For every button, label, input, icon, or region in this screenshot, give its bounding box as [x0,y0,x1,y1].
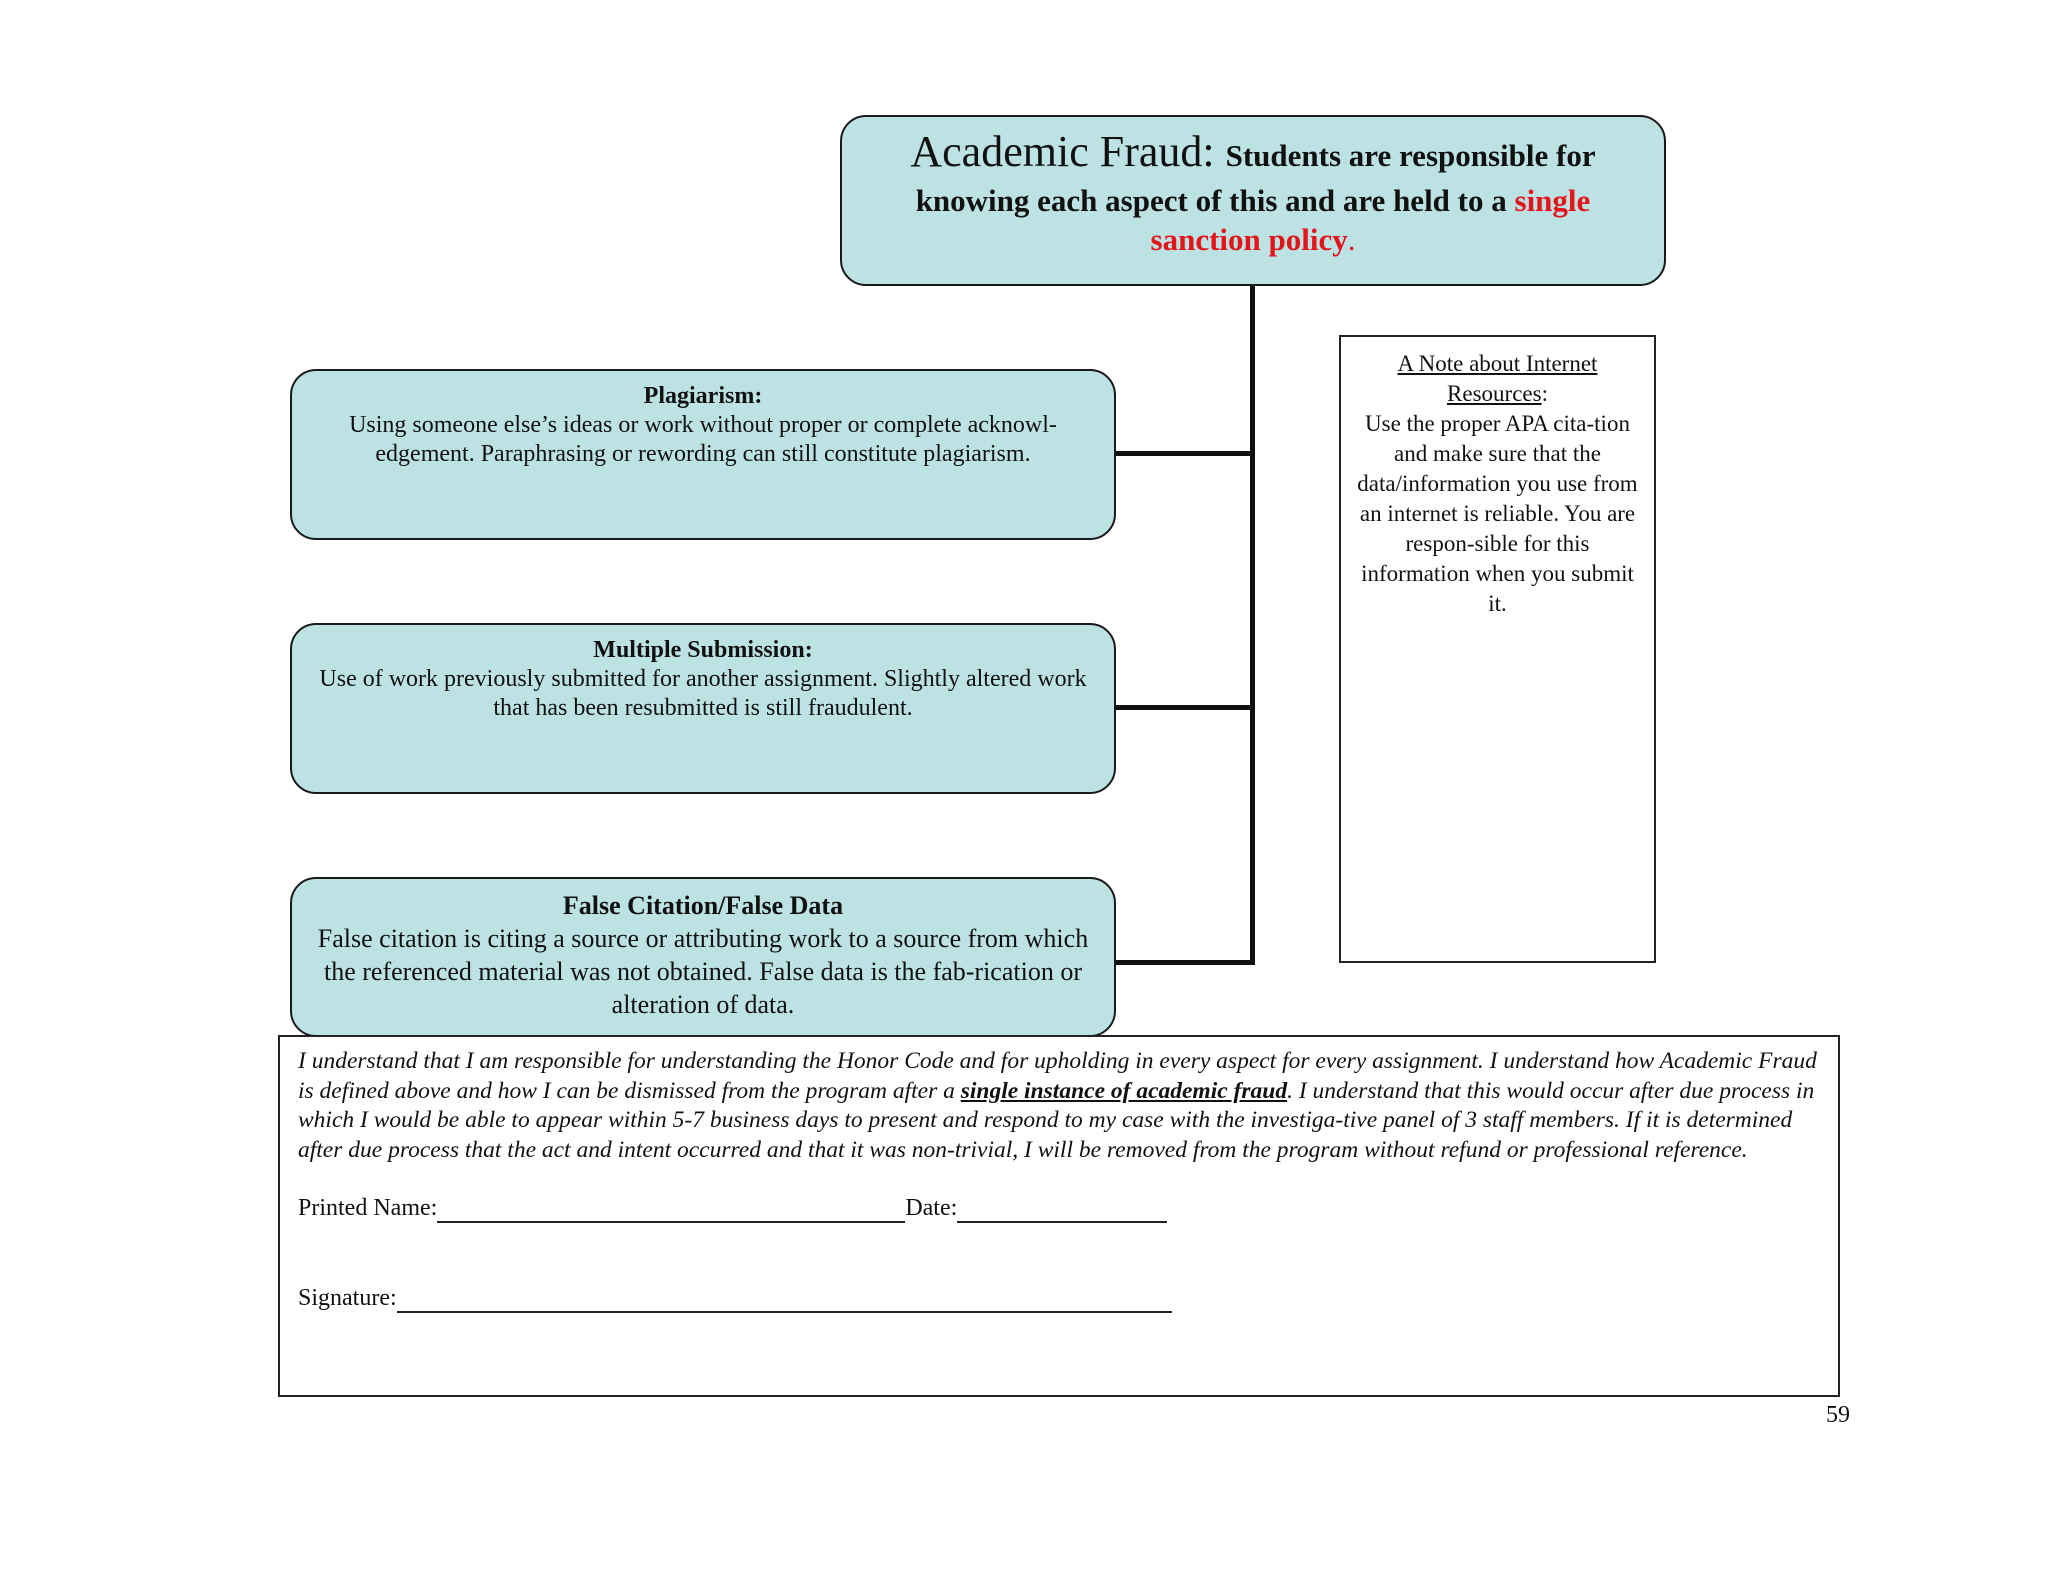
multiple-submission-box [290,623,1116,794]
header-line-2 [842,181,1664,220]
plagiarism-title: Plagiarism: [643,383,763,409]
header-subtitle: Students are responsible for [1225,138,1596,173]
header-line-1 [842,127,1664,181]
header-line-3 [842,220,1664,259]
note-heading [1355,349,1640,409]
multiple-submission-description: Use of work previously submitted for another assignment. Slightly altered work that has been resubmitted is still fraudulent. [319,666,1087,721]
multiple-submission-title: Multiple Submission: [593,637,813,663]
connector-false-citation [1116,960,1255,965]
false-citation-description: False citation is citing a source or attributing work to a source from which the referenced material was not obtained. False data is the fab-rication or alteration of data. [317,924,1089,1019]
name-date-row [298,1193,1822,1223]
note-title: A Note about Internet Resources [1397,351,1598,406]
header-title: Academic Fraud: [910,127,1215,176]
signature-row [298,1283,1822,1313]
connector-multiple-submission [1116,705,1255,710]
false-citation-title: False Citation/False Data [562,891,844,920]
acknowledgement-box [278,1035,1840,1397]
connector-vertical [1250,286,1255,965]
acknowledgement-part-2: . I understand that this would occur after due process in which I would be able to appear within 5-7 business days to present and respond to my case with the investiga-tive panel of 3 staff members. If it is determined after due process that the act and intent occurred and that it was non-trivial, I will be removed from the program without refund or professional reference. [298,1077,1815,1163]
note-colon: : [1541,381,1548,406]
header-period: . [1347,222,1356,257]
acknowledgement-text [298,1047,1822,1165]
false-citation-box [290,877,1116,1037]
printed-name-label: Printed Name: [298,1195,438,1221]
plagiarism-description: Using someone else’s ideas or work without proper or complete acknowl-edgement. Paraphrasing or rewording can still constitute plagiarism. [349,412,1057,467]
acknowledgement-emphasis: single instance of academic fraud [960,1077,1288,1104]
internet-resources-note [1339,335,1656,963]
header-line-2-text: knowing each aspect of this and are held to a [915,183,1507,218]
connector-plagiarism [1116,451,1255,456]
date-field[interactable] [957,1197,1167,1223]
page-number: 59 [1826,1402,1850,1428]
signature-label: Signature: [298,1285,397,1311]
acknowledgement-part-1: I understand that I am responsible for understanding the Honor Code and for upholding in every aspect for every assignment. I understand how Academic Fraud is defined above and how I can be dismissed from the program after a [298,1048,1817,1104]
header-single: single [1514,183,1591,218]
header-sanction-policy: sanction policy [1150,222,1348,257]
note-body: Use the proper APA cita-tion and make sure that the data/information you use from an internet is reliable. You are respon-sible for this information when you submit it. [1357,411,1638,616]
signature-field[interactable] [397,1287,1172,1313]
printed-name-field[interactable] [437,1197,905,1223]
date-label: Date: [905,1195,958,1221]
header-box [840,115,1666,286]
plagiarism-box [290,369,1116,540]
